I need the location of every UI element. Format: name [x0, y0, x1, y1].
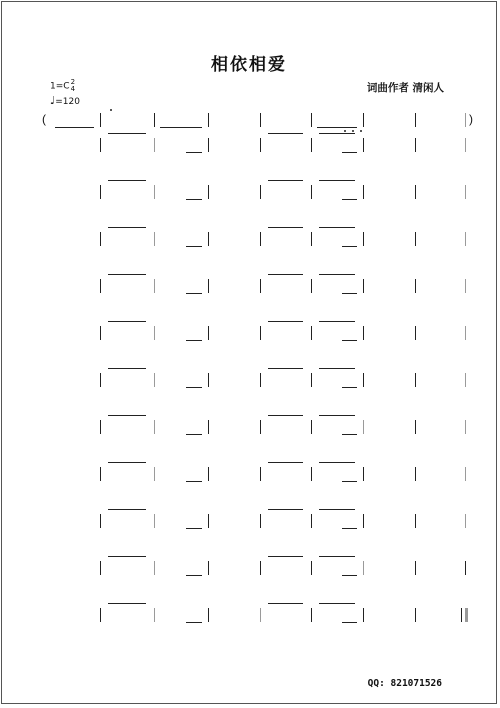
row-4-barline [260, 279, 261, 293]
row-6-barline [465, 373, 466, 387]
row-11-barline [465, 608, 468, 622]
time-beats: 2 [70, 78, 76, 86]
row-7-barline [208, 420, 209, 434]
row-11-slur [319, 603, 355, 604]
row-10-barline [415, 561, 416, 575]
intro-close-paren: ) [469, 112, 473, 126]
row-1-barline [260, 138, 261, 152]
contact-qq: QQ: 821071526 [367, 678, 442, 689]
row-10-barline [311, 561, 312, 575]
row-5-barline [208, 326, 209, 340]
row-8-barline [415, 467, 416, 481]
row-7-barline [260, 420, 261, 434]
row-4-barline [363, 279, 364, 293]
row-2-barline [154, 185, 155, 199]
row-5-slur [319, 321, 355, 322]
row-9-slur [319, 509, 355, 510]
row-1-barline [465, 138, 466, 152]
row-10-barline [465, 561, 466, 575]
row-6-underline [342, 387, 357, 388]
row-11-slur [108, 603, 146, 604]
row-3-underline [186, 246, 201, 247]
row-2-underline [186, 199, 201, 200]
row-2-barline [260, 185, 261, 199]
row-3-barline [363, 232, 364, 246]
row-8-barline [260, 467, 261, 481]
row-10-barline [100, 561, 101, 575]
row-8-underline [342, 481, 357, 482]
row-3-barline [100, 232, 101, 246]
row-9-barline [260, 514, 261, 528]
intro-row-barline [208, 113, 209, 127]
row-7-slur [319, 415, 355, 416]
row-4-underline [342, 293, 357, 294]
row-2-barline [100, 185, 101, 199]
intro-row-barline [415, 113, 416, 127]
row-7-slur [268, 415, 303, 416]
time-signature [71, 79, 75, 93]
row-1-underline [186, 152, 201, 153]
row-5-slur [268, 321, 303, 322]
row-7-barline [100, 420, 101, 434]
row-2-slur [108, 180, 146, 181]
row-10-barline [208, 561, 209, 575]
row-8-barline [154, 467, 155, 481]
row-2-underline [342, 199, 357, 200]
row-3-barline [415, 232, 416, 246]
low-octave-dot [352, 130, 354, 132]
row-8-barline [363, 467, 364, 481]
row-5-barline [415, 326, 416, 340]
row-1-slur [268, 133, 303, 134]
row-1-barline [363, 138, 364, 152]
intro-row-barline [154, 113, 155, 127]
row-6-slur [319, 368, 355, 369]
row-7-barline [363, 420, 364, 434]
row-9-barline [363, 514, 364, 528]
row-9-slur [108, 509, 146, 510]
row-5-underline [342, 340, 357, 341]
row-2-barline [415, 185, 416, 199]
quarter-note-icon: ♩ [50, 94, 56, 107]
row-2-barline [465, 185, 466, 199]
row-8-slur [319, 462, 355, 463]
row-6-barline [260, 373, 261, 387]
row-1-barline [415, 138, 416, 152]
row-2-slur [268, 180, 303, 181]
intro-row-barline [311, 113, 312, 127]
row-8-slur [108, 462, 146, 463]
row-10-slur [319, 556, 355, 557]
row-2-slur [319, 180, 355, 181]
row-11-underline [342, 622, 357, 623]
row-5-barline [154, 326, 155, 340]
row-1-slur [319, 133, 355, 134]
row-10-barline [154, 561, 155, 575]
key-label: 1=C [50, 81, 70, 92]
row-6-barline [415, 373, 416, 387]
row-7-barline [154, 420, 155, 434]
row-6-slur [268, 368, 303, 369]
row-3-barline [154, 232, 155, 246]
score-sheet [1, 1, 497, 704]
row-3-barline [260, 232, 261, 246]
row-3-barline [311, 232, 312, 246]
row-11-barline [415, 608, 416, 622]
row-9-barline [100, 514, 101, 528]
row-5-slur [108, 321, 146, 322]
intro-row-barline [260, 113, 261, 127]
row-6-barline [208, 373, 209, 387]
row-9-barline [154, 514, 155, 528]
row-4-barline [311, 279, 312, 293]
row-6-barline [154, 373, 155, 387]
row-2-barline [363, 185, 364, 199]
high-octave-dot [110, 109, 112, 111]
row-1-slur [108, 133, 146, 134]
row-4-slur [319, 274, 355, 275]
row-7-underline [186, 434, 201, 435]
row-11-underline [186, 622, 201, 623]
row-9-barline [208, 514, 209, 528]
row-6-barline [311, 373, 312, 387]
row-6-slur [108, 368, 146, 369]
row-7-underline [342, 434, 357, 435]
row-4-slur [268, 274, 303, 275]
row-9-underline [186, 528, 201, 529]
time-unit: 4 [70, 85, 76, 93]
row-4-slur [108, 274, 146, 275]
row-9-slur [268, 509, 303, 510]
row-11-barline [154, 608, 155, 622]
intro-underline [55, 127, 94, 128]
row-1-barline [208, 138, 209, 152]
tempo-value: =120 [55, 97, 80, 107]
row-10-slur [268, 556, 303, 557]
row-10-barline [363, 561, 364, 575]
row-4-barline [415, 279, 416, 293]
row-4-barline [208, 279, 209, 293]
row-1-barline [311, 138, 312, 152]
row-5-barline [100, 326, 101, 340]
tempo-marking [50, 94, 80, 107]
row-10-underline [342, 575, 357, 576]
row-8-underline [186, 481, 201, 482]
intro-underline [160, 127, 202, 128]
intro-row-barline [465, 113, 466, 127]
key-signature [50, 79, 75, 93]
row-5-barline [311, 326, 312, 340]
row-11-barline [461, 608, 462, 622]
row-3-barline [465, 232, 466, 246]
row-11-barline [208, 608, 209, 622]
row-4-barline [154, 279, 155, 293]
row-5-underline [186, 340, 201, 341]
row-4-underline [186, 293, 201, 294]
row-7-barline [415, 420, 416, 434]
row-11-barline [100, 608, 101, 622]
intro-row-barline [363, 113, 364, 127]
row-5-barline [260, 326, 261, 340]
row-9-barline [465, 514, 466, 528]
row-9-barline [311, 514, 312, 528]
row-2-barline [311, 185, 312, 199]
row-8-barline [465, 467, 466, 481]
row-4-barline [100, 279, 101, 293]
row-7-barline [465, 420, 466, 434]
row-11-barline [260, 608, 261, 622]
row-7-barline [311, 420, 312, 434]
row-8-barline [208, 467, 209, 481]
row-9-underline [342, 528, 357, 529]
row-3-slur [268, 227, 303, 228]
row-5-barline [363, 326, 364, 340]
low-octave-dot [344, 130, 346, 132]
row-1-barline [154, 138, 155, 152]
row-8-slur [268, 462, 303, 463]
row-11-barline [363, 608, 364, 622]
row-3-slur [108, 227, 146, 228]
intro-open-paren: ( [42, 112, 46, 126]
row-5-barline [465, 326, 466, 340]
row-3-underline [342, 246, 357, 247]
row-11-barline [311, 608, 312, 622]
row-9-barline [415, 514, 416, 528]
intro-row-barline [100, 113, 101, 127]
author-credit: 词曲作者 清闲人 [366, 82, 444, 94]
low-octave-dot [360, 130, 362, 132]
row-6-barline [363, 373, 364, 387]
row-1-underline [342, 152, 357, 153]
row-7-slur [108, 415, 146, 416]
song-title: 相依相爱 [211, 55, 287, 75]
row-4-barline [465, 279, 466, 293]
row-1-barline [100, 138, 101, 152]
row-10-barline [260, 561, 261, 575]
row-3-slur [319, 227, 355, 228]
row-6-barline [100, 373, 101, 387]
row-6-underline [186, 387, 201, 388]
row-8-barline [311, 467, 312, 481]
row-8-barline [100, 467, 101, 481]
intro-underline [317, 127, 357, 128]
row-11-slur [268, 603, 303, 604]
row-10-slur [108, 556, 146, 557]
row-10-underline [186, 575, 201, 576]
row-2-barline [208, 185, 209, 199]
row-3-barline [208, 232, 209, 246]
